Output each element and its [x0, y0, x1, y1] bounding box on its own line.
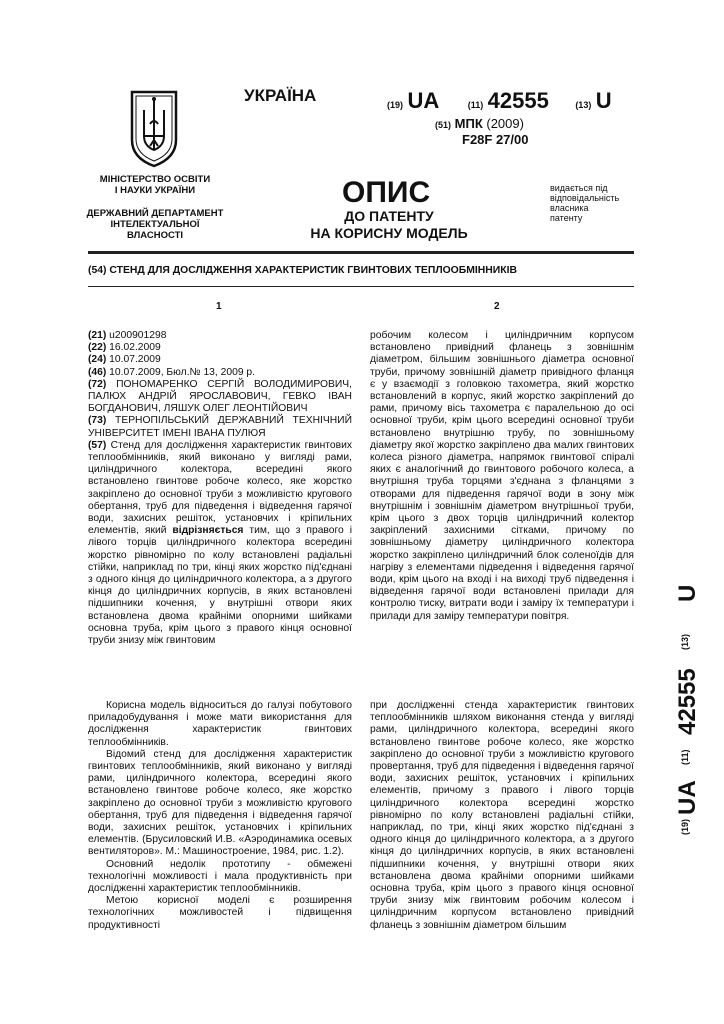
ipc-class: F28F 27/00	[462, 132, 529, 147]
patent-number: 42555	[487, 88, 549, 113]
biblio-column	[88, 330, 352, 647]
country-name: УКРАЇНА	[244, 86, 317, 105]
department-line-3: ВЛАСНОСТІ	[126, 230, 184, 241]
note-line-2: відповідальність	[550, 193, 620, 203]
biblio-24: (24) 10.07.2009	[88, 354, 161, 366]
country-code: UA	[407, 88, 440, 113]
subtitle-line-2: НА КОРИСНУ МОДЕЛЬ	[310, 225, 468, 241]
side-patent-number: 42555	[674, 668, 701, 735]
issued-note	[550, 183, 619, 223]
department-name	[84, 208, 226, 241]
description-right: при дослідженні стенда характеристик гвинтових теплообмінників шляхом виконання стенда у вигляді рами, циліндричного колектора, всередині якого встановлено гвинтове робоче колесо, яке жорстко закріплено до основної труби з можливістю кругового провертання, труб для підведення і відведення гарячої води, захисних решіток, установчих і кріпильних елементів, причому з правого і лівого торців циліндричного колектора всередині жорстко рівномірно по колу встановлені радіальні стійки, наприклад, по три, кінці яких жорстко під'єднані з одного кінця до циліндричного колектора, а з другого кінця до циліндричних корпусів, в яких встановлені підшипники кочення, у внутрішні отвори яких встановлена двома крайніми опорними шийками основна труба, крім цього з правого кінця основної труби знизу між гвинтовим робочим колесом і циліндричним корпусом встановлено привідний фланець з зовнішнім діаметром більшим	[370, 700, 634, 931]
column-number-2: 2	[494, 301, 500, 312]
column-number-1: 1	[216, 301, 222, 312]
side-inid-11: (11)	[680, 749, 690, 765]
divider-bottom	[88, 286, 634, 287]
ipc-year: (2009)	[486, 116, 524, 131]
ministry-line-2: І НАУКИ УКРАЇНИ	[114, 185, 196, 196]
biblio-22: (22) 16.02.2009	[88, 342, 161, 354]
side-country-code: UA	[674, 780, 701, 815]
inventors: (72) ПОНОМАРЕНКО СЕРГІЙ ВОЛОДИМИРОВИЧ, ПАЛЮХ АНДРІЙ ЯРОСЛАВОВИЧ, ГЕВКО ІВАН БОГДАНОВИЧ, ЛЯШУК ОЛЕГ ЛЕОНТІЙОВИЧ	[88, 378, 352, 415]
ipc-label: МПК	[454, 116, 483, 131]
claim-start: (57) Стенд для дослідження характеристик гвинтових теплообмінників, який виконано у вигляді рами, циліндричного колектора, всередині якого встановлено гвинтове робоче колесо, яке жорстко закріплено до основної труби з можливістю кругового обертання, труб для підведення і відведення гарячої води, захисних решіток, установчих і кріпильних елементів, який відрізняється тим, що з правого і лівого торців циліндричного колектора всередині жорстко рівномірно по колу встановлені радіальні стійки, наприклад по три, кінці яких жорстко під'єднані з одного кінця до циліндричного колектора, а з другого кінця до циліндричних корпусів, в яких встановлені підшипники кочення, у внутрішні отвори яких встановлена двома крайніми опорними шийками основна труба, крім цього з правого кінця основної труби знизу між гвинтовим	[88, 439, 352, 647]
inid-19: (19)	[387, 100, 404, 110]
document-subtitle	[300, 208, 478, 242]
subtitle-line-1: ДО ПАТЕНТУ	[344, 208, 434, 224]
biblio-21: (21) u200901298	[88, 330, 167, 341]
claim-continuation: робочим колесом і циліндричним корпусом встановлено привідний фланець з зовнішнім діаметром, більшим зовнішнього діаметра основної труби, причому зовнішній діаметр привідного фланця є у взаємодії з головкою тахометра, який жорстко встановлений в корпус, який жорстко закріплений до рами, причому вісь тахометра є паралельною до осі основної труби, крім цього всередині основної труби встановлено внутрішню трубу, по зовнішньому діаметру якої жорстко закріплено два малих гвинтових колеса різного діаметра, напрямок гвинтової спіралі яких є аналогічний до гвинтового робочого колеса, а внутрішня труба торцями з'єднана з фланцями з отворами для підведення гарячої води в зону між внутрішнім і зовнішнім діаметром внутрішньої труби, крім цього з двох торців циліндричний колектор закріплений захисними сітками, причому по зовнішньому діаметру циліндричного колектора жорстко закріплено циліндричний блок соленоїдів для нагріву з елементами підведення і відведення гарячої води, крім цього на вході і на виході труб підведення і відведення гарячої води встановлені прилади для контролю тиску, витрати води і заміру їх температури і прилади для заміру температури повітря.	[370, 330, 634, 622]
ua-code-line	[387, 88, 612, 114]
description-left	[88, 700, 352, 932]
inid-11: (11)	[467, 100, 484, 110]
kind-code: U	[595, 88, 612, 113]
ministry-line-1: МІНІСТЕРСТВО ОСВІТИ	[99, 174, 211, 185]
paragraph: Відомий стенд для дослідження характеристик гвинтових теплообмінників, який виконано у вигляді рами, циліндричного колектора, всередині якого встановлено гвинтове робоче колесо, яке жорстко закріплено до основної труби з можливістю кругового обертання, труб для підведення і відведення гарячої води, захисних решіток, установчих і кріпильних елементів. (Брусиловский И.В. «Аэродинамика осевых вентиляторов». М.: Машиностроение, 1984, рис. 1.2).	[88, 748, 352, 858]
invention-title: (54) СТЕНД ДЛЯ ДОСЛІДЖЕННЯ ХАРАКТЕРИСТИК ГВИНТОВИХ ТЕПЛООБМІННИКІВ	[88, 265, 517, 276]
inid-51: (51)	[435, 120, 452, 130]
paragraph: Метою корисної моделі є розширення технологічних можливостей і підвищення продуктивності	[88, 895, 352, 931]
side-kind-code: U	[674, 584, 701, 602]
side-inid-13: (13)	[680, 633, 690, 650]
paragraph: Основний недолік прототипу - обмежені технологічні можливості і мала продуктивність при дослідженні характеристик теплообмінників.	[88, 858, 352, 895]
department-line-2: ІНТЕЛЕКТУАЛЬНОЇ	[110, 219, 200, 230]
paragraph: Корисна модель відноситься до галузі побутового приладобудування і може мати використання для дослідження характеристик гвинтових теплообмінників.	[88, 700, 352, 748]
vertical-patent-id	[672, 580, 712, 980]
department-line-1: ДЕРЖАВНИЙ ДЕПАРТАМЕНТ	[86, 208, 224, 219]
side-inid-19: (19)	[680, 818, 690, 835]
ipc-line	[435, 116, 524, 131]
note-line-4: патенту	[550, 213, 583, 223]
note-line-1: видається під	[550, 183, 608, 193]
document-title: ОПИС	[342, 176, 431, 209]
ministry-name	[90, 174, 220, 196]
owner: (73) ТЕРНОПІЛЬСЬКИЙ ДЕРЖАВНИЙ ТЕХНІЧНИЙ УНІВЕРСИТЕТ ІМЕНІ ІВАНА ПУЛЮЯ	[88, 415, 352, 439]
biblio-46: (46) 10.07.2009, Бюл.№ 13, 2009 р.	[88, 366, 255, 378]
divider-top	[88, 251, 634, 254]
note-line-3: власника	[550, 203, 589, 213]
inid-13: (13)	[575, 100, 592, 110]
coat-of-arms-emblem	[126, 88, 182, 168]
